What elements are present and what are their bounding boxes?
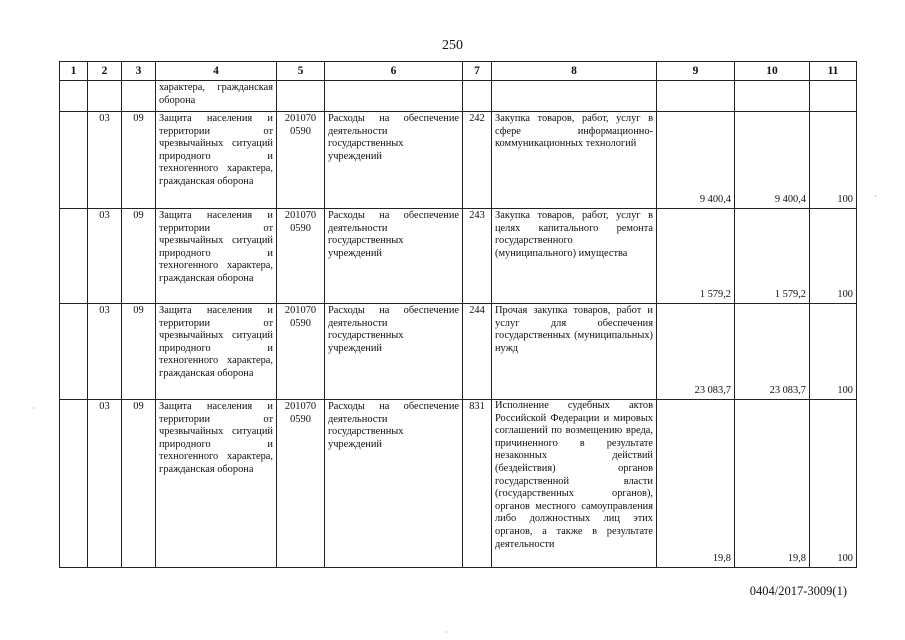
- cell-percent: 100: [810, 209, 857, 304]
- cell-expense-type-name: Закупка товаров, работ, услуг в сфере информационно-коммуникационных технологий: [492, 112, 657, 209]
- table-row-carry-over: [60, 81, 857, 112]
- scan-speck: ·: [32, 403, 35, 413]
- budget-table: [59, 61, 857, 568]
- table-row: [60, 400, 857, 568]
- cell-amount-plan: 19,8: [657, 400, 735, 568]
- cell-expense-name: Расходы на обеспечение деятельности государственных учреждений: [325, 209, 463, 304]
- cell-col1: [60, 112, 88, 209]
- cell-carry-over: характера, гражданская оборона: [156, 81, 277, 112]
- cell-section-name: Защита населения и территории от чрезвычайных ситуаций природного и техногенного характера, гражданская оборона: [156, 304, 277, 400]
- cell-target-code: 201070 0590: [277, 304, 325, 400]
- cell-expense-type-name: [492, 400, 657, 568]
- cell-subsection: 09: [122, 209, 156, 304]
- scan-speck: ·: [445, 627, 448, 637]
- cell-col1: [60, 400, 88, 568]
- cell-percent: 100: [810, 400, 857, 568]
- cell-expense-type: 243: [463, 209, 492, 304]
- cell-expense-type-name: Закупка товаров, работ, услуг в целях капитального ремонта государственного (муниципального) имущества: [492, 209, 657, 304]
- cell-amount-actual: 23 083,7: [735, 304, 810, 400]
- cell-amount-actual: 19,8: [735, 400, 810, 568]
- cell-section: 03: [88, 400, 122, 568]
- scan-speck: ·: [874, 191, 877, 201]
- col-header-10: 10: [735, 62, 810, 81]
- header-row: [60, 62, 857, 81]
- cell-col1: [60, 209, 88, 304]
- document-code: 0404/2017-3009(1): [749, 584, 847, 598]
- cell-expense-name: Расходы на обеспечение деятельности государственных учреждений: [325, 304, 463, 400]
- cell-amount-plan: 9 400,4: [657, 112, 735, 209]
- cell-section: 03: [88, 209, 122, 304]
- cell-expense-name: Расходы на обеспечение деятельности государственных учреждений: [325, 112, 463, 209]
- cell-section-name: Защита населения и территории от чрезвычайных ситуаций природного и техногенного характера, гражданская оборона: [156, 400, 277, 568]
- cell-target-code: 201070 0590: [277, 400, 325, 568]
- col-header-3: 3: [122, 62, 156, 81]
- cell-section-name: Защита населения и территории от чрезвычайных ситуаций природного и техногенного характера, гражданская оборона: [156, 209, 277, 304]
- col-header-2: 2: [88, 62, 122, 81]
- cell-percent: 100: [810, 112, 857, 209]
- table-row: [60, 112, 857, 209]
- cell-subsection: 09: [122, 304, 156, 400]
- cell-subsection: 09: [122, 400, 156, 568]
- col-header-5: 5: [277, 62, 325, 81]
- cell-subsection: 09: [122, 112, 156, 209]
- cell-section: 03: [88, 304, 122, 400]
- page-number: 250: [442, 38, 463, 53]
- cell-amount-plan: 23 083,7: [657, 304, 735, 400]
- cell-text-clipped: Исполнение судебных актов Российской Федерации и мировых соглашений по возмещению вреда, причиненного в результате незаконных действий (бездействия) органов государственной власти (государственных органов), органов местного самоуправления либо должностных лиц этих органов, а также в результате деятельности: [495, 400, 653, 550]
- table-row: [60, 209, 857, 304]
- cell-amount-plan: 1 579,2: [657, 209, 735, 304]
- col-header-7: 7: [463, 62, 492, 81]
- cell-expense-type: 831: [463, 400, 492, 568]
- col-header-6: 6: [325, 62, 463, 81]
- col-header-9: 9: [657, 62, 735, 81]
- cell-section-name: Защита населения и территории от чрезвычайных ситуаций природного и техногенного характера, гражданская оборона: [156, 112, 277, 209]
- col-header-1: 1: [60, 62, 88, 81]
- col-header-8: 8: [492, 62, 657, 81]
- cell-section: 03: [88, 112, 122, 209]
- cell-amount-actual: 9 400,4: [735, 112, 810, 209]
- col-header-11: 11: [810, 62, 857, 81]
- cell-expense-type: 244: [463, 304, 492, 400]
- cell-expense-type-name: Прочая закупка товаров, работ и услуг для обеспечения государственных (муниципальных) нужд: [492, 304, 657, 400]
- cell-expense-type: 242: [463, 112, 492, 209]
- cell-col1: [60, 304, 88, 400]
- table-row: [60, 304, 857, 400]
- col-header-4: 4: [156, 62, 277, 81]
- cell-percent: 100: [810, 304, 857, 400]
- cell-amount-actual: 1 579,2: [735, 209, 810, 304]
- cell-target-code: 201070 0590: [277, 112, 325, 209]
- cell-expense-name: Расходы на обеспечение деятельности государственных учреждений: [325, 400, 463, 568]
- cell-target-code: 201070 0590: [277, 209, 325, 304]
